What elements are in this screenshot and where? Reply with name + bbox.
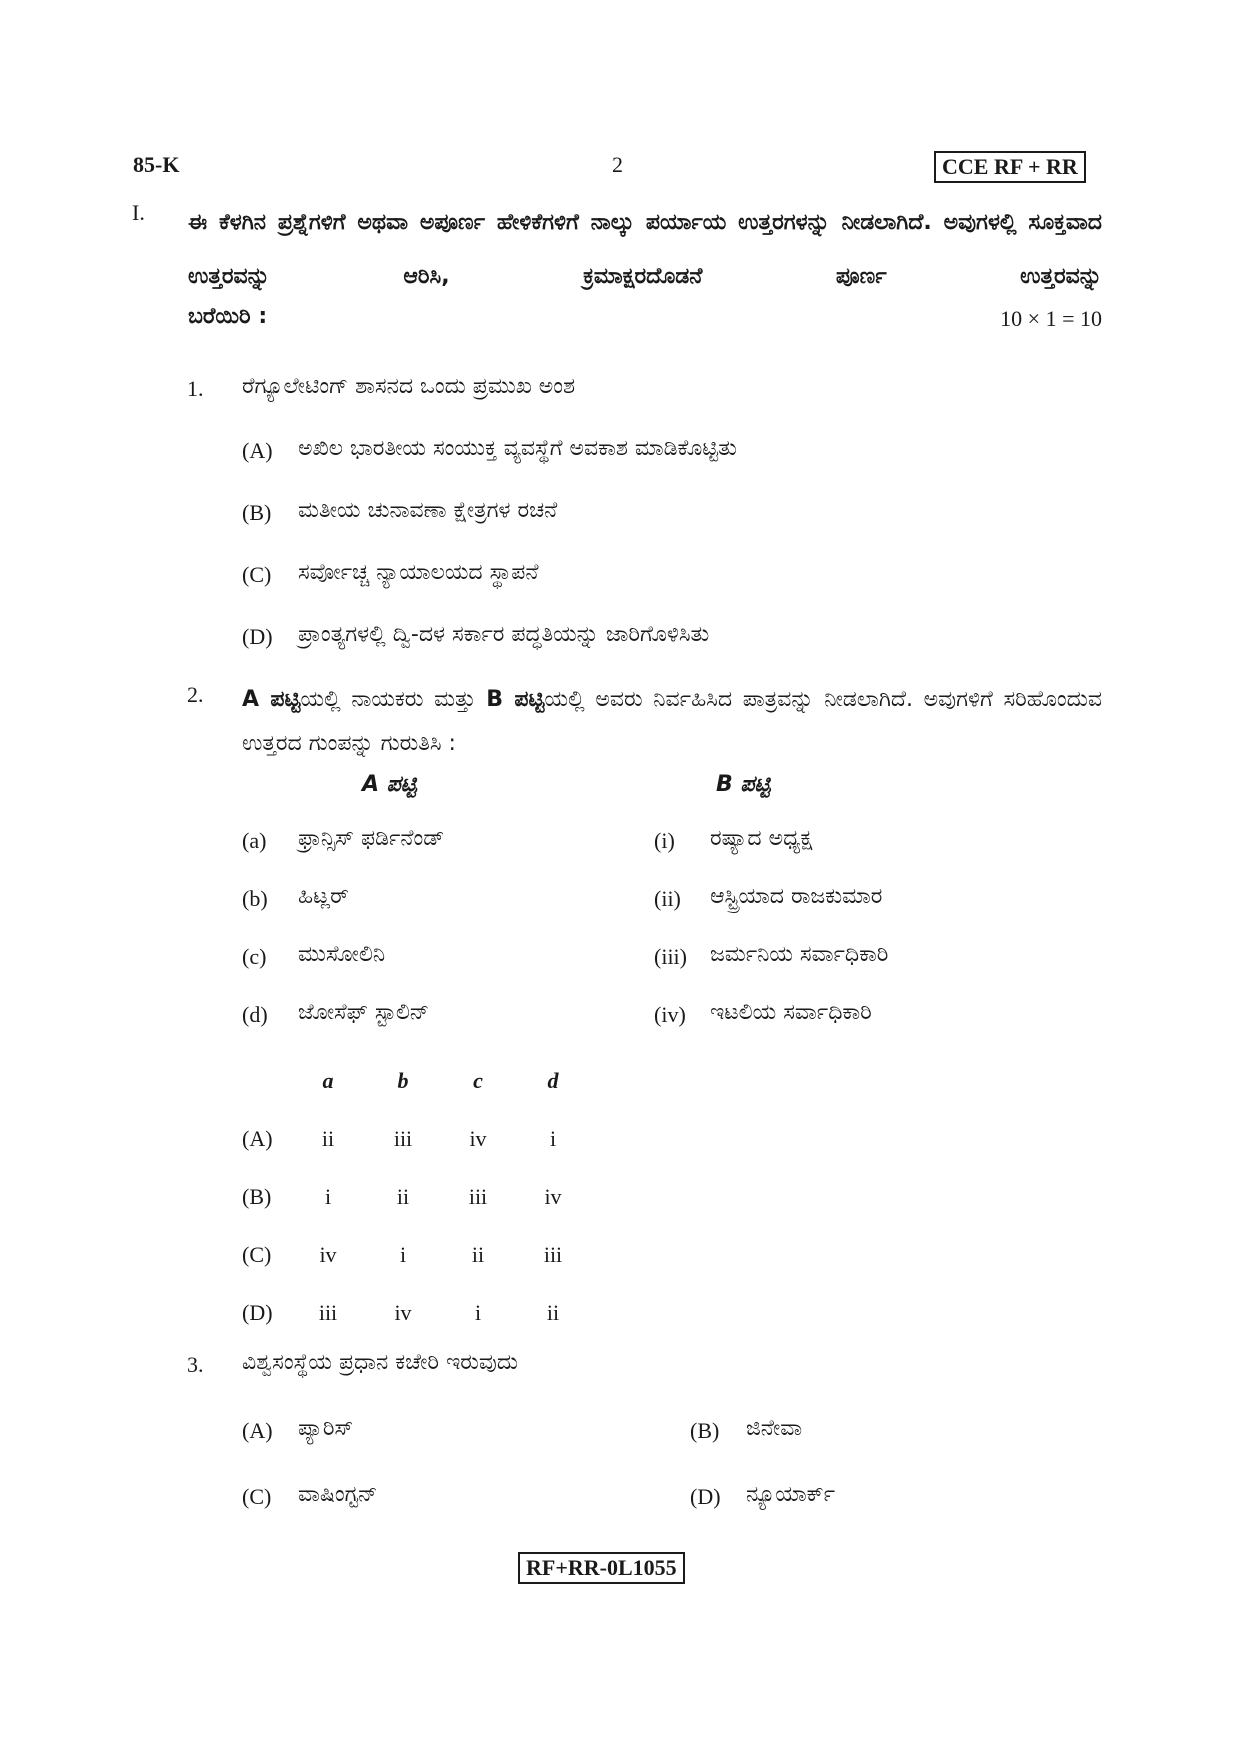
q1-option-c-label: (C) bbox=[242, 562, 272, 587]
q1-option-d-label: (D) bbox=[242, 624, 273, 649]
q2-col-b-item: ರಷ್ಯಾದ ಅಧ್ಯಕ್ಷ bbox=[710, 826, 813, 851]
q2-grid-heading: b bbox=[397, 1068, 409, 1093]
q2-column-b-heading: B ಪಟ್ಟಿ bbox=[716, 772, 771, 797]
q2-col-b-label: (i) bbox=[654, 828, 675, 853]
q2-grid-cell: iii bbox=[318, 1300, 338, 1325]
q2-col-a-label: (b) bbox=[242, 886, 268, 911]
q2-grid-cell: i bbox=[399, 1242, 407, 1267]
q2-col-a-item: ಜೋಸೆಫ್ ಸ್ಟಾಲಿನ್ bbox=[298, 1000, 430, 1025]
q2-text: A ಪಟ್ಟಿಯಲ್ಲಿ ನಾಯಕರು ಮತ್ತು B ಪಟ್ಟಿಯಲ್ಲಿ ಅವರು ನಿರ್ವಹಿಸಿದ ಪಾತ್ರವನ್ನು ನೀಡಲಾಗಿದೆ. ಅವುಗಳಿಗೆ ಸರಿಹೊಂದುವ ಉತ್ತರದ ಗುಂಪನ್ನು ಗುರುತಿಸಿ : bbox=[242, 687, 1102, 756]
q2-col-a-label: (d) bbox=[242, 1002, 268, 1027]
q2-grid-cell: ii bbox=[471, 1242, 485, 1267]
q2-grid-row-label: (A) bbox=[242, 1126, 273, 1151]
q2-grid-cell: ii bbox=[546, 1300, 560, 1325]
q2-col-b-label: (iv) bbox=[654, 1002, 686, 1027]
q2-col-b-label: (ii) bbox=[654, 886, 681, 911]
q1-option-b: ಮತೀಯ ಚುನಾವಣಾ ಕ್ಷೇತ್ರಗಳ ರಚನೆ bbox=[298, 498, 558, 523]
section-marks: 10 × 1 = 10 bbox=[1000, 306, 1102, 331]
section-instruction: ಈ ಕೆಳಗಿನ ಪ್ರಶ್ನೆಗಳಿಗೆ ಅಥವಾ ಅಪೂರ್ಣ ಹೇಳಿಕೆಗಳಿಗೆ ನಾಲ್ಕು ಪರ್ಯಾಯ ಉತ್ತರಗಳನ್ನು ನೀಡಲಾಗಿದೆ. ಅವುಗಳಲ್ಲಿ ಸೂಕ್ತವಾದ ಉತ್ತರವನ್ನು ಆರಿಸಿ, ಕ್ರಮಾಕ್ಷರದೊಡನೆ ಪೂರ್ಣ ಉತ್ತರವನ್ನು bbox=[188, 210, 1102, 289]
q1-text: ರೆಗ್ಯೂಲೇಟಿಂಗ್ ಶಾಸನದ ಒಂದು ಪ್ರಮುಖ ಅಂಶ bbox=[242, 374, 576, 399]
q2-grid-cell: iv bbox=[394, 1300, 412, 1325]
q1-option-b-label: (B) bbox=[242, 500, 272, 525]
q2-col-a-item: ಫ್ರಾನ್ಸಿಸ್ ಫರ್ಡಿನೆಂಡ್ bbox=[298, 826, 445, 851]
q1-option-a-label: (A) bbox=[242, 438, 273, 463]
q2-grid-heading: d bbox=[547, 1068, 559, 1093]
q3-option-a: ಪ್ಯಾರಿಸ್ bbox=[298, 1416, 354, 1441]
q3-option-a-label: (A) bbox=[242, 1418, 273, 1443]
q3-option-d-label: (D) bbox=[690, 1484, 721, 1509]
q2-grid-cell: i bbox=[474, 1300, 482, 1325]
q2-col-b-label: (iii) bbox=[654, 944, 687, 969]
q2-grid-cell: iv bbox=[319, 1242, 337, 1267]
paper-code: 85-K bbox=[133, 152, 180, 177]
q2-grid-cell: iii bbox=[393, 1126, 413, 1151]
q2-col-a-item: ಮುಸೋಲಿನಿ bbox=[298, 942, 386, 967]
footer-paper-code: RF+RR-0L1055 bbox=[518, 1552, 685, 1584]
q1-number: 1. bbox=[187, 376, 204, 401]
q2-grid-heading: c bbox=[473, 1068, 483, 1093]
section-number: I. bbox=[132, 200, 145, 225]
q1-option-c: ಸರ್ವೋಚ್ಚ ನ್ಯಾಯಾಲಯದ ಸ್ಥಾಪನೆ bbox=[298, 560, 539, 585]
q2-col-a-label: (a) bbox=[242, 828, 267, 853]
q2-grid-row-label: (C) bbox=[242, 1242, 272, 1267]
q2-grid-cell: iv bbox=[544, 1184, 562, 1209]
exam-type-box: CCE RF + RR bbox=[934, 151, 1086, 183]
q2-grid-cell: ii bbox=[321, 1126, 335, 1151]
q2-col-a-item: ಹಿಟ್ಲರ್ bbox=[298, 884, 349, 909]
q3-option-c-label: (C) bbox=[242, 1484, 272, 1509]
q2-grid-cell: ii bbox=[396, 1184, 410, 1209]
q2-col-b-item: ಜರ್ಮನಿಯ ಸರ್ವಾಧಿಕಾರಿ bbox=[710, 942, 889, 967]
q2-grid-cell: i bbox=[324, 1184, 332, 1209]
q3-option-b-label: (B) bbox=[690, 1418, 720, 1443]
q2-col-b-item: ಆಸ್ಟ್ರಿಯಾದ ರಾಜಕುಮಾರ bbox=[710, 884, 883, 909]
q1-option-d: ಪ್ರಾಂತ್ಯಗಳಲ್ಲಿ ದ್ವಿ-ದಳ ಸರ್ಕಾರ ಪದ್ಧತಿಯನ್ನು ಜಾರಿಗೊಳಿಸಿತು bbox=[298, 622, 710, 647]
q2-number: 2. bbox=[187, 682, 204, 707]
q2-column-a-heading: A ಪಟ್ಟಿ bbox=[362, 772, 417, 797]
q2-grid-row-label: (D) bbox=[242, 1300, 273, 1325]
q2-grid-row-label: (B) bbox=[242, 1184, 272, 1209]
q3-option-b: ಜಿನೇವಾ bbox=[746, 1416, 803, 1441]
q2-grid-heading: a bbox=[322, 1068, 334, 1093]
page-number: 2 bbox=[612, 152, 623, 177]
q2-grid-cell: iii bbox=[468, 1184, 488, 1209]
q2-grid-cell: iii bbox=[543, 1242, 563, 1267]
q2-col-b-item: ಇಟಲಿಯ ಸರ್ವಾಧಿಕಾರಿ bbox=[710, 1000, 872, 1025]
q3-option-c: ವಾಷಿಂಗ್ಟನ್ bbox=[298, 1482, 378, 1507]
q1-option-a: ಅಖಿಲ ಭಾರತೀಯ ಸಂಯುಕ್ತ ವ್ಯವಸ್ಥೆಗೆ ಅವಕಾಶ ಮಾಡಿಕೊಟ್ಟಿತು bbox=[298, 436, 737, 461]
q2-col-a-label: (c) bbox=[242, 944, 267, 969]
q2-grid-cell: iv bbox=[469, 1126, 487, 1151]
q3-option-d: ನ್ಯೂಯಾರ್ಕ್ bbox=[746, 1482, 836, 1507]
q2-grid-cell: i bbox=[549, 1126, 557, 1151]
section-instruction-end: ಬರೆಯಿರಿ : bbox=[188, 304, 268, 329]
q3-text: ವಿಶ್ವಸಂಸ್ಥೆಯ ಪ್ರಧಾನ ಕಚೇರಿ ಇರುವುದು bbox=[242, 1350, 519, 1375]
q3-number: 3. bbox=[187, 1352, 204, 1377]
